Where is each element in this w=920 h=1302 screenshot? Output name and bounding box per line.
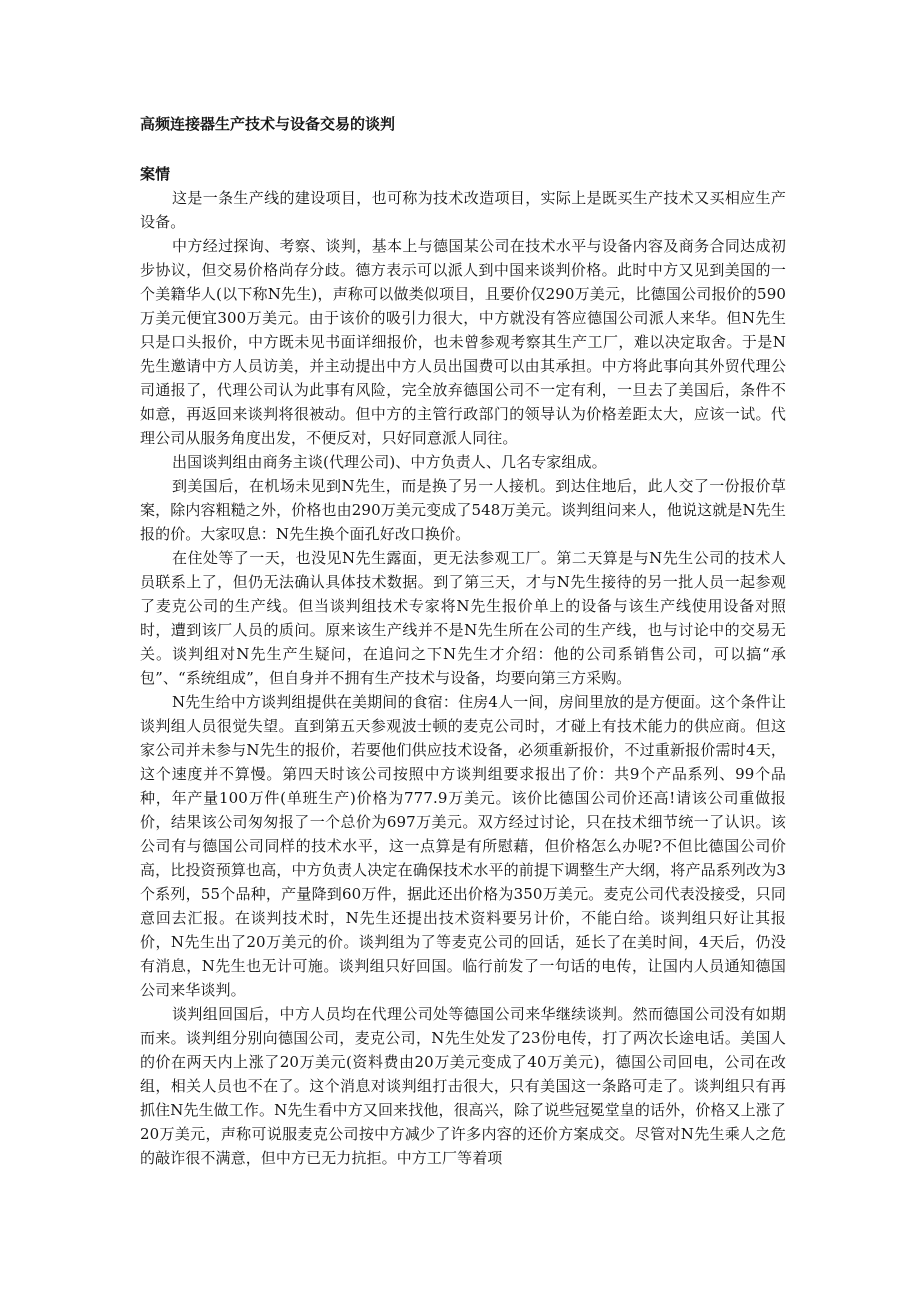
- paragraph-6: N先生给中方谈判组提供在美期间的食宿：住房4人一间，房间里放的是方便面。这个条件让谈判组人员很觉失望。直到第五天参观波士顿的麦克公司时，才碰上有技术能力的供应商。但这家公司并未参与N先生的报价，若要他们供应技术设备，必须重新报价，不过重新报价需时4天，这个速度并不算慢。第四天时该公司按照中方谈判组要求报出了价：共9个产品系列、99个品种，年产量100万件(单班生产)价格为777.9万美元。该价比德国公司价还高!请该公司重做报价，结果该公司匆匆报了一个总价为697万美元。双方经过讨论，只在技术细节统一了认识。该公司有与德国公司同样的技术水平，这一点算是有所慰藉，但价格怎么办呢?不但比德国公司价高，比投资预算也高，中方负责人决定在确保技术水平的前提下调整生产大纲，将产品系列改为3个系列，55个品种，产量降到60万件，据此还出价格为350万美元。麦克公司代表没接受，只同意回去汇报。在谈判技术时，N先生还提出技术资料要另计价，不能白给。谈判组只好让其报价，N先生出了20万美元的价。谈判组为了等麦克公司的回话，延长了在美时间，4天后，仍没有消息，N先生也无计可施。谈判组只好回国。临行前发了一句话的电传，让国内人员通知德国公司来华谈判。: [140, 693, 786, 999]
- section-heading-case: 案情: [140, 165, 171, 183]
- paragraph-7: 谈判组回国后，中方人员均在代理公司处等德国公司来华继续谈判。然而德国公司没有如期而来。谈判组分别向德国公司，麦克公司，N先生处发了23份电传，打了两次长途电话。美国人的价在两天内上涨了20万美元(资料费由20万美元变成了40万美元)，德国公司回电，公司在改组，相关人员也不在了。这个消息对谈判组打击很大，只有美国这一条路可走了。谈判组只有再抓住N先生做工作。N先生看中方又回来找他，很高兴，除了说些冠冕堂皇的话外，价格又上涨了20万美元，声称可说服麦克公司按中方减少了许多内容的还价方案成交。尽管对N先生乘人之危的敲诈很不满意，但中方已无力抗拒。中方工厂等着项: [140, 1005, 786, 1167]
- document-title: 高频连接器生产技术与设备交易的谈判: [140, 115, 396, 133]
- case-body: [140, 186, 786, 1170]
- paragraph-3: 出国谈判组由商务主谈(代理公司)、中方负责人、几名专家组成。: [172, 453, 607, 471]
- paragraph-5: 在住处等了一天，也没见N先生露面，更无法参观工厂。第二天算是与N先生公司的技术人员联系上了，但仍无法确认具体技术数据。到了第三天，才与N先生接待的另一批人员一起参观了麦克公司的生产线。但当谈判组技术专家将N先生报价单上的设备与该生产线使用设备对照时，遭到该厂人员的质问。原来该生产线并不是N先生所在公司的生产线，也与讨论中的交易无关。谈判组对N先生产生疑问，在追问之下N先生才介绍：他的公司系销售公司，可以搞“承包”、“系统组成”，但自身并不拥有生产技术与设备，均要向第三方采购。: [140, 549, 786, 687]
- paragraph-2: 中方经过探询、考察、谈判，基本上与德国某公司在技术水平与设备内容及商务合同达成初步协议，但交易价格尚存分歧。德方表示可以派人到中国来谈判价格。此时中方又见到美国的一个美籍华人(以下称N先生)，声称可以做类似项目，且要价仅290万美元，比德国公司报价的590万美元便宜300万美元。由于该价的吸引力很大，中方就没有答应德国公司派人来华。但N先生只是口头报价，中方既未见书面详细报价，也未曾参观考察其生产工厂，难以决定取舍。于是N先生邀请中方人员访美，并主动提出中方人员出国费可以由其承担。中方将此事向其外贸代理公司通报了，代理公司认为此事有风险，完全放弃德国公司不一定有利，一旦去了美国后，条件不如意，再返回来谈判将很被动。但中方的主管行政部门的领导认为价格差距太大，应该一试。代理公司从服务角度出发，不便反对，只好同意派人同往。: [140, 237, 786, 447]
- paragraph-4: 到美国后，在机场未见到N先生，而是换了另一人接机。到达住地后，此人交了一份报价草案，除内容粗糙之外，价格也由290万美元变成了548万美元。谈判组问来人，他说这就是N先生报的价。大家叹息：N先生换个面孔好改口换价。: [140, 477, 786, 543]
- paragraph-1: 这是一条生产线的建设项目，也可称为技术改造项目，实际上是既买生产技术又买相应生产设备。: [140, 189, 786, 231]
